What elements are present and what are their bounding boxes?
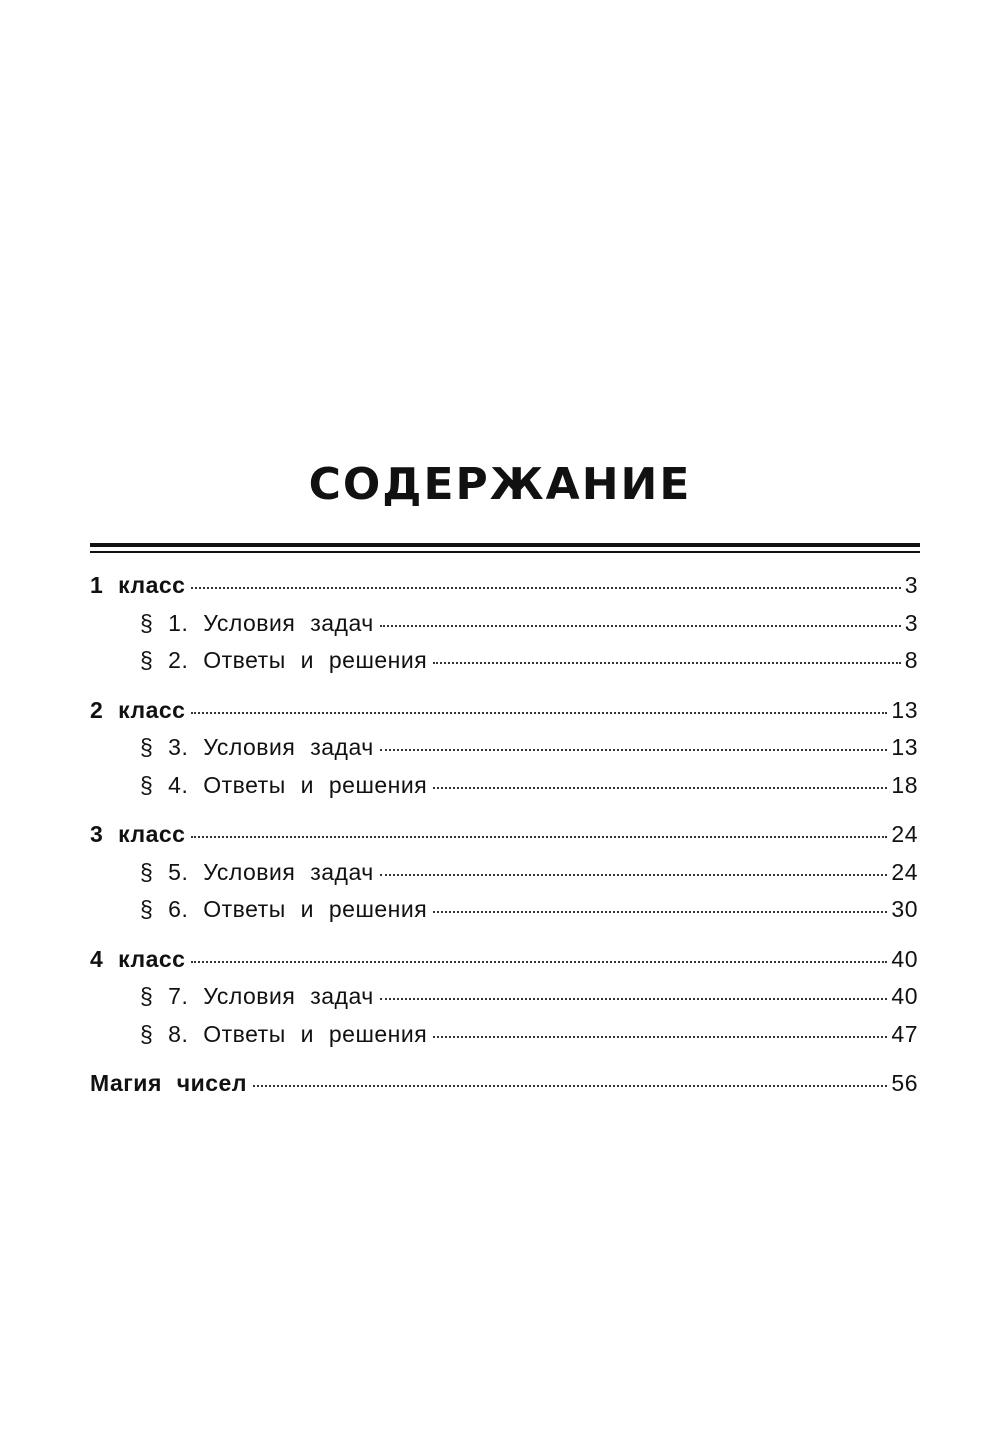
toc-entry-section-5[interactable] [90,859,918,897]
toc-page-number: 3 [904,609,918,636]
dot-leader [433,1036,887,1038]
divider-thin-line [90,551,920,553]
toc-page-number: 13 [891,696,918,723]
toc-entry-label: § 8. Ответы и решения [140,1020,428,1047]
toc-entry-label: § 4. Ответы и решения [140,771,428,798]
dot-leader [253,1085,887,1087]
toc-entry-section-1[interactable] [90,610,918,648]
toc-entry-label: 3 класс [90,821,186,847]
toc-entry-label: § 2. Ответы и решения [140,647,428,673]
dot-leader [191,961,887,963]
toc-entry-label: § 3. Условия задач [140,734,374,760]
toc-entry-label: Магия чисел [90,1070,247,1096]
toc-entry-label: § 6. Ответы и решения [140,896,428,922]
toc-entry-label: § 5. Условия задач [140,858,374,885]
toc-entry-grade-3[interactable] [90,821,918,859]
toc-entry-label: 4 класс [90,945,186,972]
toc-entry-label: 1 класс [90,572,186,598]
toc-entry-label: 2 класс [90,696,186,723]
toc-entry-section-7[interactable] [90,983,918,1021]
toc-page-number: 30 [891,896,918,922]
toc-entry-section-2[interactable] [90,647,918,685]
toc-entry-label: § 1. Условия задач [140,609,374,636]
dot-leader [380,749,888,751]
divider-thick-line [90,543,920,547]
toc-page-number: 40 [891,983,918,1009]
toc-page-number: 13 [891,734,918,760]
toc-entry-section-8[interactable] [90,1021,918,1059]
toc-entry-grade-2[interactable] [90,697,918,735]
dot-leader [380,625,901,627]
table-of-contents [90,572,918,1108]
toc-entry-section-4[interactable] [90,772,918,810]
toc-entry-grade-4[interactable] [90,946,918,984]
toc-page-number: 24 [891,821,918,847]
toc-entry-label: § 7. Условия задач [140,983,374,1009]
toc-page-number: 47 [891,1020,918,1047]
dot-leader [191,587,900,589]
dot-leader [191,712,887,714]
toc-page-number: 3 [904,572,918,598]
dot-leader [191,836,887,838]
toc-entry-grade-1[interactable] [90,572,918,610]
toc-page-number: 18 [891,771,918,798]
toc-entry-magic-numbers[interactable] [90,1070,918,1108]
toc-entry-section-3[interactable] [90,734,918,772]
toc-entry-section-6[interactable] [90,896,918,934]
toc-page-number: 56 [891,1070,918,1096]
toc-page-number: 24 [891,858,918,885]
dot-leader [433,787,887,789]
page-title: СОДЕРЖАНИЕ [308,459,692,510]
toc-page-number: 40 [891,945,918,972]
toc-page-number: 8 [904,647,918,673]
dot-leader [433,911,887,913]
dot-leader [433,662,901,664]
dot-leader [380,998,888,1000]
title-divider [90,543,920,555]
dot-leader [380,874,888,876]
